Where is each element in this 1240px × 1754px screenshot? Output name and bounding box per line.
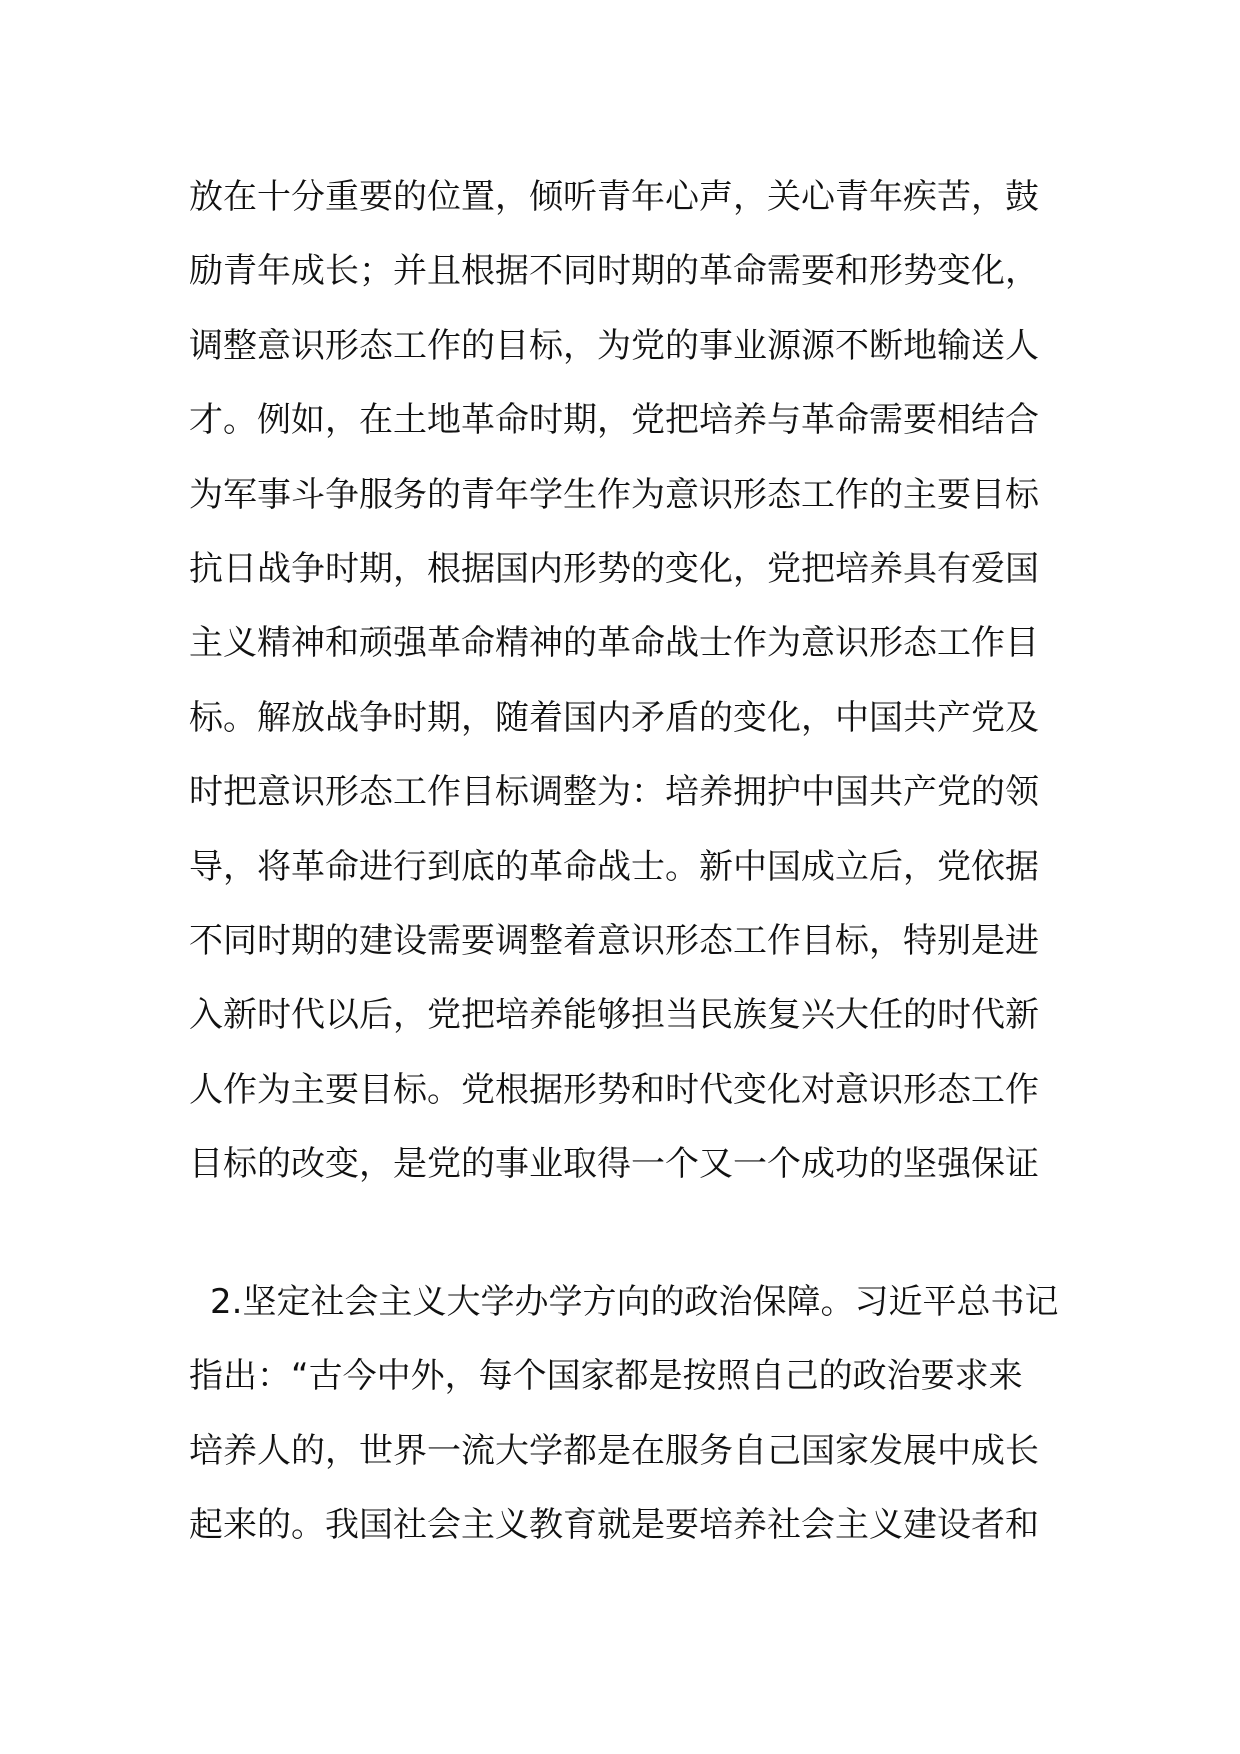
text-line: 主义精神和顽强革命精神的革命战士作为意识形态工作目 — [189, 623, 1039, 664]
text-line: 时把意识形态工作目标调整为：培养拥护中国共产党的领 — [189, 772, 1039, 813]
text-line: 起来的。我国社会主义教育就是要培养社会主义建设者和 — [189, 1505, 1039, 1546]
text-line: 目标的改变，是党的事业取得一个又一个成功的坚强保证 — [189, 1144, 1039, 1185]
text-line: 培养人的，世界一流大学都是在服务自己国家发展中成长 — [189, 1430, 1039, 1471]
text-line: 2.坚定社会主义大学办学方向的政治保障。习近平总书记 — [210, 1282, 1059, 1322]
text-line: 标。解放战争时期，随着国内矛盾的变化，中国共产党及 — [189, 697, 1039, 738]
text-line: 入新时代以后，党把培养能够担当民族复兴大任的时代新 — [189, 995, 1039, 1036]
text-line: 才。例如，在土地革命时期，党把培养与革命需要相结合 — [189, 400, 1039, 441]
text-line: 导，将革命进行到底的革命战士。新中国成立后，党依据 — [189, 846, 1039, 887]
text-line: 放在十分重要的位置，倾听青年心声，关心青年疾苦，鼓 — [189, 177, 1039, 217]
text-line: 励青年成长；并且根据不同时期的革命需要和形势变化， — [189, 251, 1039, 292]
body-paragraph — [189, 160, 1059, 1201]
text-line: 不同时期的建设需要调整着意识形态工作目标，特别是进 — [189, 920, 1039, 961]
text-line: 人作为主要目标。党根据形势和时代变化对意识形态工作 — [189, 1069, 1039, 1110]
body-paragraph — [189, 1265, 1059, 1563]
text-line: 指出：“古今中外，每个国家都是按照自己的政治要求来 — [189, 1356, 1023, 1397]
text-line: 调整意识形态工作的目标，为党的事业源源不断地输送人 — [189, 325, 1039, 366]
text-line: 为军事斗争服务的青年学生作为意识形态工作的主要目标 — [189, 474, 1039, 515]
text-line: 抗日战争时期，根据国内形势的变化，党把培养具有爱国 — [189, 548, 1039, 589]
